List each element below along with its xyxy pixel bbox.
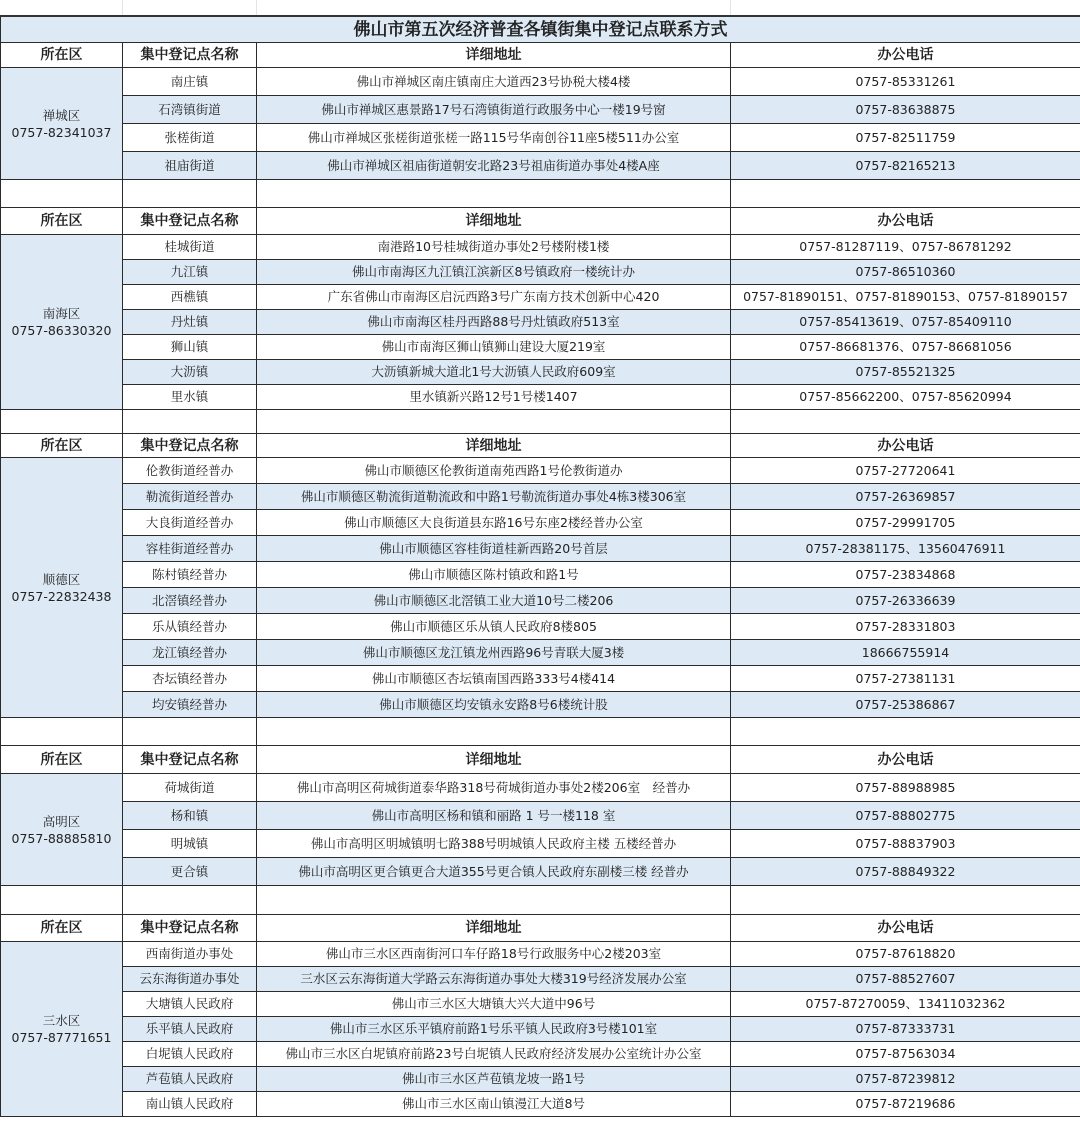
table-row	[1, 942, 1080, 967]
table-row	[1, 666, 1080, 692]
site-address: 佛山市三水区大塘镇大兴大道中96号	[257, 992, 731, 1017]
empty-cell	[731, 718, 1080, 746]
address-header: 详细地址	[257, 208, 731, 235]
table-title: 佛山市第五次经济普查各镇街集中登记点联系方式	[1, 16, 1080, 43]
site-address: 佛山市三水区南山镇漫江大道8号	[257, 1092, 731, 1117]
site-name: 白坭镇人民政府	[123, 1042, 257, 1067]
site-address: 佛山市禅城区祖庙街道朝安北路23号祖庙街道办事处4楼A座	[257, 152, 731, 180]
table-row	[1, 260, 1080, 285]
empty-cell	[123, 886, 257, 915]
site-phone: 0757-86681376、0757-86681056	[731, 335, 1080, 360]
header-row	[1, 746, 1080, 774]
empty-cell	[123, 410, 257, 434]
table-row	[1, 96, 1080, 124]
site-phone: 0757-88802775	[731, 802, 1080, 830]
district-cell	[1, 68, 123, 180]
site-name: 云东海街道办事处	[123, 967, 257, 992]
table-row	[1, 992, 1080, 1017]
site-phone: 0757-87239812	[731, 1067, 1080, 1092]
empty-cell	[1, 410, 123, 434]
district-cell	[1, 235, 123, 410]
empty-cell	[731, 886, 1080, 915]
table-row	[1, 385, 1080, 410]
empty-cell	[123, 718, 257, 746]
district-phone: 0757-87771651	[11, 1030, 112, 1045]
site-address: 佛山市顺德区伦教街道南苑西路1号伦教街道办	[257, 458, 731, 484]
address-header: 详细地址	[257, 43, 731, 68]
site-address: 佛山市顺德区大良街道县东路16号东座2楼经普办公室	[257, 510, 731, 536]
table-row	[1, 1067, 1080, 1092]
name-header: 集中登记点名称	[123, 208, 257, 235]
site-phone: 0757-25386867	[731, 692, 1080, 718]
name-header: 集中登记点名称	[123, 746, 257, 774]
site-address: 佛山市顺德区容桂街道桂新西路20号首层	[257, 536, 731, 562]
table-row	[1, 692, 1080, 718]
empty-top-row	[1, 0, 1080, 16]
site-name: 石湾镇街道	[123, 96, 257, 124]
site-address: 南港路10号桂城街道办事处2号楼附楼1楼	[257, 235, 731, 260]
name-header: 集中登记点名称	[123, 915, 257, 942]
name-header: 集中登记点名称	[123, 434, 257, 458]
site-name: 均安镇经普办	[123, 692, 257, 718]
site-address: 佛山市禅城区南庄镇南庄大道西23号协税大楼4楼	[257, 68, 731, 96]
site-address: 佛山市顺德区北滘镇工业大道10号二楼206	[257, 588, 731, 614]
site-name: 桂城街道	[123, 235, 257, 260]
site-phone: 0757-88527607	[731, 967, 1080, 992]
district-phone: 0757-22832438	[11, 588, 112, 604]
site-address: 佛山市三水区芦苞镇龙坡一路1号	[257, 1067, 731, 1092]
site-address: 佛山市禅城区张槎街道张槎一路115号华南创谷11座5楼511办公室	[257, 124, 731, 152]
site-phone: 0757-86510360	[731, 260, 1080, 285]
district-name: 南海区	[42, 306, 81, 321]
table-row	[1, 1042, 1080, 1067]
site-address: 佛山市顺德区勒流街道勒流政和中路1号勒流街道办事处4栋3楼306室	[257, 484, 731, 510]
site-address: 佛山市高明区杨和镇和丽路 1 号一楼118 室	[257, 802, 731, 830]
address-header: 详细地址	[257, 746, 731, 774]
district-cell	[1, 458, 123, 718]
site-name: 张槎街道	[123, 124, 257, 152]
site-phone: 0757-85662200、0757-85620994	[731, 385, 1080, 410]
site-phone: 0757-81287119、0757-86781292	[731, 235, 1080, 260]
site-name: 更合镇	[123, 858, 257, 886]
table-row	[1, 235, 1080, 260]
site-phone: 0757-87219686	[731, 1092, 1080, 1117]
spacer-row	[1, 886, 1080, 915]
table-row	[1, 588, 1080, 614]
title-row	[1, 16, 1080, 43]
empty-cell	[1, 0, 123, 16]
site-phone: 0757-87333731	[731, 1017, 1080, 1042]
table-row	[1, 285, 1080, 310]
site-name: 里水镇	[123, 385, 257, 410]
site-name: 大良街道经普办	[123, 510, 257, 536]
spacer-row	[1, 410, 1080, 434]
site-name: 明城镇	[123, 830, 257, 858]
site-phone: 18666755914	[731, 640, 1080, 666]
spacer-row	[1, 180, 1080, 208]
header-row	[1, 915, 1080, 942]
site-address: 三水区云东海街道大学路云东海街道办事处大楼319号经济发展办公室	[257, 967, 731, 992]
table-row	[1, 360, 1080, 385]
site-name: 龙江镇经普办	[123, 640, 257, 666]
site-address: 佛山市顺德区乐从镇人民政府8楼805	[257, 614, 731, 640]
site-phone: 0757-82165213	[731, 152, 1080, 180]
empty-cell	[257, 0, 731, 16]
site-address: 里水镇新兴路12号1号楼1407	[257, 385, 731, 410]
site-phone: 0757-88849322	[731, 858, 1080, 886]
phone-header: 办公电话	[731, 43, 1080, 68]
site-phone: 0757-85331261	[731, 68, 1080, 96]
site-address: 佛山市南海区狮山镇狮山建设大厦219室	[257, 335, 731, 360]
empty-cell	[257, 886, 731, 915]
table-row	[1, 1092, 1080, 1117]
site-address: 佛山市南海区桂丹西路88号丹灶镇政府513室	[257, 310, 731, 335]
site-phone: 0757-28381175、13560476911	[731, 536, 1080, 562]
site-name: 西南街道办事处	[123, 942, 257, 967]
table-row	[1, 562, 1080, 588]
site-address: 佛山市高明区明城镇明七路388号明城镇人民政府主楼 五楼经普办	[257, 830, 731, 858]
site-address: 佛山市三水区西南街河口车仔路18号行政服务中心2楼203室	[257, 942, 731, 967]
table-row	[1, 967, 1080, 992]
site-phone: 0757-27381131	[731, 666, 1080, 692]
site-name: 荷城街道	[123, 774, 257, 802]
site-address: 佛山市顺德区均安镇永安路8号6楼统计股	[257, 692, 731, 718]
site-address: 佛山市顺德区陈村镇政和路1号	[257, 562, 731, 588]
table-row	[1, 335, 1080, 360]
site-phone: 0757-85521325	[731, 360, 1080, 385]
table-row	[1, 458, 1080, 484]
table-row	[1, 484, 1080, 510]
district-cell	[1, 774, 123, 886]
table-row	[1, 640, 1080, 666]
site-phone: 0757-27720641	[731, 458, 1080, 484]
table-row	[1, 310, 1080, 335]
district-header: 所在区	[1, 208, 123, 235]
district-name: 高明区	[42, 813, 81, 829]
site-address: 佛山市三水区乐平镇府前路1号乐平镇人民政府3号楼101室	[257, 1017, 731, 1042]
site-name: 容桂街道经普办	[123, 536, 257, 562]
spacer-row	[1, 718, 1080, 746]
table-row	[1, 1017, 1080, 1042]
site-name: 丹灶镇	[123, 310, 257, 335]
empty-cell	[1, 886, 123, 915]
empty-cell	[1, 180, 123, 208]
site-phone: 0757-26369857	[731, 484, 1080, 510]
district-name: 顺德区	[42, 571, 81, 587]
site-phone: 0757-83638875	[731, 96, 1080, 124]
district-name: 禅城区	[42, 107, 81, 123]
table-row	[1, 124, 1080, 152]
table-row	[1, 152, 1080, 180]
phone-header: 办公电话	[731, 915, 1080, 942]
site-name: 大沥镇	[123, 360, 257, 385]
name-header: 集中登记点名称	[123, 43, 257, 68]
site-address: 佛山市顺德区杏坛镇南国西路333号4楼414	[257, 666, 731, 692]
site-phone: 0757-88988985	[731, 774, 1080, 802]
site-phone: 0757-85413619、0757-85409110	[731, 310, 1080, 335]
table-row	[1, 614, 1080, 640]
address-header: 详细地址	[257, 434, 731, 458]
empty-cell	[257, 410, 731, 434]
site-name: 北滘镇经普办	[123, 588, 257, 614]
phone-header: 办公电话	[731, 746, 1080, 774]
site-name: 南庄镇	[123, 68, 257, 96]
site-name: 杨和镇	[123, 802, 257, 830]
district-phone: 0757-88885810	[11, 830, 112, 846]
site-address: 广东省佛山市南海区启沅西路3号广东南方技术创新中心420	[257, 285, 731, 310]
empty-cell	[123, 180, 257, 208]
header-row	[1, 434, 1080, 458]
site-address: 大沥镇新城大道北1号大沥镇人民政府609室	[257, 360, 731, 385]
empty-cell	[257, 180, 731, 208]
empty-cell	[123, 0, 257, 16]
site-address: 佛山市高明区更合镇更合大道355号更合镇人民政府东副楼三楼 经普办	[257, 858, 731, 886]
site-name: 西樵镇	[123, 285, 257, 310]
site-address: 佛山市高明区荷城街道泰华路318号荷城街道办事处2楼206室 经普办	[257, 774, 731, 802]
site-name: 南山镇人民政府	[123, 1092, 257, 1117]
site-name: 狮山镇	[123, 335, 257, 360]
site-name: 祖庙街道	[123, 152, 257, 180]
district-phone: 0757-86330320	[11, 323, 112, 338]
site-name: 杏坛镇经普办	[123, 666, 257, 692]
district-header: 所在区	[1, 746, 123, 774]
site-address: 佛山市南海区九江镇江滨新区8号镇政府一楼统计办	[257, 260, 731, 285]
table-row	[1, 802, 1080, 830]
district-name: 三水区	[42, 1013, 81, 1028]
district-header: 所在区	[1, 434, 123, 458]
site-name: 伦教街道经普办	[123, 458, 257, 484]
table-row	[1, 774, 1080, 802]
site-phone: 0757-87563034	[731, 1042, 1080, 1067]
site-address: 佛山市顺德区龙江镇龙州西路96号青联大厦3楼	[257, 640, 731, 666]
empty-cell	[1, 718, 123, 746]
site-phone: 0757-88837903	[731, 830, 1080, 858]
header-row	[1, 43, 1080, 68]
header-row	[1, 208, 1080, 235]
site-name: 芦苞镇人民政府	[123, 1067, 257, 1092]
empty-cell	[731, 0, 1080, 16]
site-name: 九江镇	[123, 260, 257, 285]
site-name: 大塘镇人民政府	[123, 992, 257, 1017]
site-address: 佛山市禅城区惠景路17号石湾镇街道行政服务中心一楼19号窗	[257, 96, 731, 124]
empty-cell	[257, 718, 731, 746]
table-row	[1, 858, 1080, 886]
district-phone: 0757-82341037	[11, 124, 112, 140]
site-phone: 0757-87270059、13411032362	[731, 992, 1080, 1017]
site-phone: 0757-82511759	[731, 124, 1080, 152]
site-phone: 0757-87618820	[731, 942, 1080, 967]
phone-header: 办公电话	[731, 434, 1080, 458]
site-name: 乐平镇人民政府	[123, 1017, 257, 1042]
empty-cell	[731, 410, 1080, 434]
site-phone: 0757-26336639	[731, 588, 1080, 614]
site-phone: 0757-28331803	[731, 614, 1080, 640]
table-row	[1, 536, 1080, 562]
site-name: 陈村镇经普办	[123, 562, 257, 588]
empty-cell	[731, 180, 1080, 208]
district-header: 所在区	[1, 43, 123, 68]
phone-header: 办公电话	[731, 208, 1080, 235]
address-header: 详细地址	[257, 915, 731, 942]
site-phone: 0757-81890151、0757-81890153、0757-81890157	[731, 285, 1080, 310]
table-row	[1, 830, 1080, 858]
table-row	[1, 510, 1080, 536]
site-phone: 0757-23834868	[731, 562, 1080, 588]
table-row	[1, 68, 1080, 96]
site-name: 乐从镇经普办	[123, 614, 257, 640]
district-header: 所在区	[1, 915, 123, 942]
site-address: 佛山市三水区白坭镇府前路23号白坭镇人民政府经济发展办公室统计办公室	[257, 1042, 731, 1067]
district-cell	[1, 942, 123, 1117]
site-name: 勒流街道经普办	[123, 484, 257, 510]
site-phone: 0757-29991705	[731, 510, 1080, 536]
